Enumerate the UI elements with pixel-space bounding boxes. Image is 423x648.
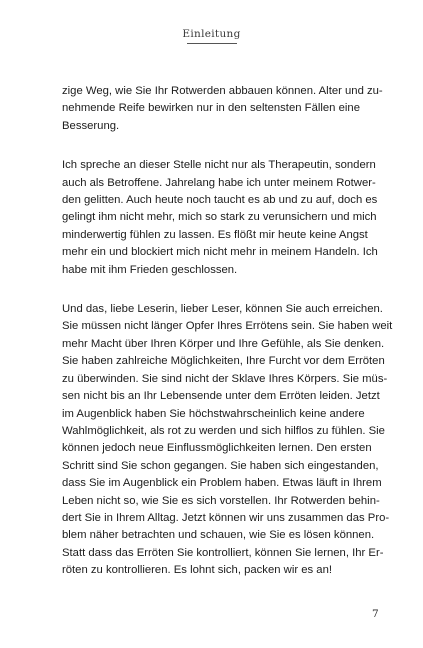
text-line: gelingt ihm nicht mehr, mich so stark zu verunsichern und mich [62,211,377,224]
running-header [0,24,423,44]
text-line: Statt dass das Erröten Sie kontrolliert, können Sie lernen, Ihr Er- [62,546,384,559]
text-line: den gelitten. Auch heute noch taucht es ab und zu auf, doch es [62,194,378,207]
text-line: Ich spreche an dieser Stelle nicht nur als Therapeutin, sondern [62,159,376,172]
text-line: zu überwinden. Sie sind nicht der Sklave Ihres Körpers. Sie müs- [62,372,388,385]
text-line: blem näher betrachten und schauen, wie Sie es lösen können. [62,529,375,542]
chapter-title: Einleitung [182,28,241,40]
header-underline [187,43,237,44]
text-line: Und das, liebe Leserin, lieber Leser, können Sie auch erreichen. [62,303,383,316]
text-line: im Augenblick haben Sie höchstwahrscheinlich keine andere [62,407,365,420]
text-line: Sie müssen nicht länger Opfer Ihres Errötens sein. Sie haben weit [62,320,393,333]
text-line: sen nicht bis an Ihr Lebensende unter dem Erröten leiden. Jetzt [62,390,380,403]
paragraph [62,301,393,580]
text-line: auch als Betroffene. Jahrelang habe ich unter meinem Rotwer- [62,176,376,189]
text-line: Wahlmöglichkeit, als rot zu werden und sich hilflos zu fühlen. Sie [62,424,385,437]
text-line: röten zu kontrollieren. Es lohnt sich, packen wir es an! [62,564,333,577]
text-line: Leben nicht so, wie Sie es sich vorstellen. Ihr Rotwerden behin- [62,494,380,507]
paragraph [62,157,378,279]
text-line: dass Sie im Augenblick ein Problem haben. Etwas läuft in Ihrem [62,477,382,490]
text-line: Schritt sind Sie schon gegangen. Sie haben sich eingestanden, [62,459,379,472]
text-line: minderwertig fühlen zu lassen. Es flößt mir heute keine Angst [62,228,368,241]
text-line: mehr ein und blockiert mich nicht mehr in meinem Handeln. Ich [62,246,378,259]
text-line: habe mit ihm Frieden geschlossen. [62,263,238,276]
text-line: dert Sie in Ihrem Alltag. Jetzt können wir uns zusammen das Pro- [62,511,390,524]
text-line: zige Weg, wie Sie Ihr Rotwerden abbauen können. Alter und zu- [62,85,383,97]
page-number: 7 [372,608,379,620]
text-line: mehr Macht über Ihren Körper und Ihre Gefühle, als Sie denken. [62,337,385,350]
text-line: Sie haben zahlreiche Möglichkeiten, Ihre Furcht vor dem Erröten [62,355,385,368]
paragraph [62,83,383,135]
text-line: Besserung. [62,119,120,132]
text-line: können jedoch neue Einflussmöglichkeiten lernen. Den ersten [62,442,372,455]
text-line: nehmende Reife bewirken nur in den seltensten Fällen eine [62,102,360,115]
body-text [62,83,393,602]
